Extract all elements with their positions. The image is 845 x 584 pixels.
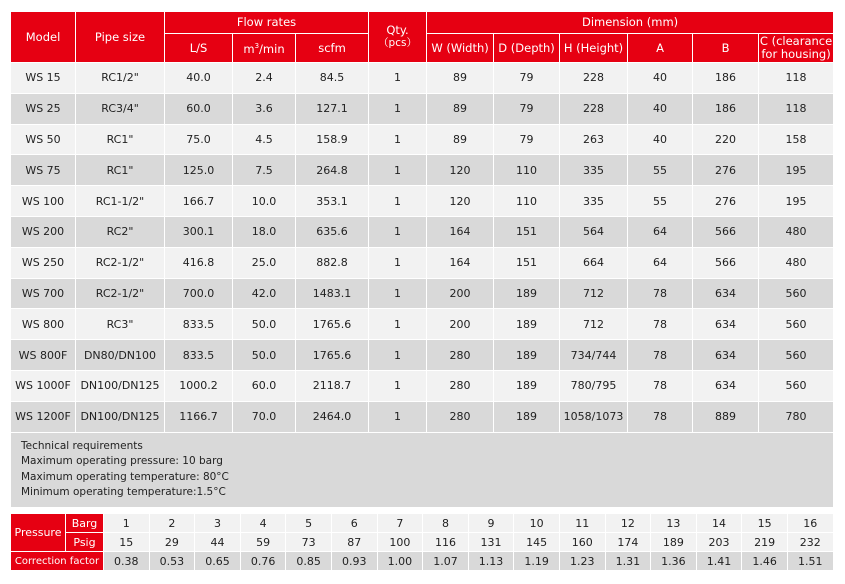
cell-dim-b: 634 [693, 309, 759, 340]
cell-pipe-size: RC1/2" [76, 63, 165, 94]
factor-value: 1.00 [377, 552, 423, 571]
cell-height: 664 [560, 247, 628, 278]
cell-width: 200 [427, 309, 494, 340]
cell-qty: 1 [369, 370, 427, 401]
cell-flow-scfm: 635.6 [296, 216, 369, 247]
cell-dim-a: 64 [628, 247, 693, 278]
barg-value: 2 [149, 514, 195, 533]
cell-flow-m3min: 3.6 [233, 93, 296, 124]
factor-value: 1.23 [559, 552, 605, 571]
cell-pipe-size: DN100/DN125 [76, 370, 165, 401]
cell-flow-scfm: 84.5 [296, 63, 369, 94]
barg-value: 4 [240, 514, 286, 533]
cell-dim-c: 480 [759, 216, 834, 247]
cell-flow-scfm: 1765.6 [296, 340, 369, 371]
table-row [11, 309, 834, 340]
cell-flow-ls: 60.0 [165, 93, 233, 124]
cell-depth: 110 [494, 155, 560, 186]
cell-dim-a: 40 [628, 63, 693, 94]
cell-height: 712 [560, 278, 628, 309]
cell-width: 164 [427, 216, 494, 247]
barg-value: 8 [423, 514, 469, 533]
cell-height: 263 [560, 124, 628, 155]
factor-value: 1.31 [605, 552, 651, 571]
cell-flow-m3min: 50.0 [233, 340, 296, 371]
cell-model: WS 800F [11, 340, 76, 371]
cell-dim-b: 889 [693, 401, 759, 432]
factor-value: 1.13 [468, 552, 514, 571]
cell-dim-a: 78 [628, 401, 693, 432]
factor-value: 1.41 [696, 552, 742, 571]
cell-width: 120 [427, 155, 494, 186]
cell-flow-m3min: 7.5 [233, 155, 296, 186]
cell-height: 1058/1073 [560, 401, 628, 432]
header-model: Model [11, 12, 76, 63]
psig-value: 232 [787, 533, 833, 552]
header-scfm: scfm [296, 34, 369, 63]
table-row [11, 247, 834, 278]
cell-flow-m3min: 50.0 [233, 309, 296, 340]
correction-factor-table [10, 513, 834, 571]
table-row [11, 186, 834, 217]
factor-value: 1.07 [423, 552, 469, 571]
header-m3min-base: m [243, 41, 255, 56]
cell-dim-b: 276 [693, 186, 759, 217]
cell-model: WS 15 [11, 63, 76, 94]
header-pipe-size: Pipe size [76, 12, 165, 63]
cell-flow-ls: 125.0 [165, 155, 233, 186]
cell-height: 564 [560, 216, 628, 247]
cell-flow-ls: 40.0 [165, 63, 233, 94]
cell-qty: 1 [369, 124, 427, 155]
header-a: A [628, 34, 693, 63]
barg-value: 1 [104, 514, 150, 533]
cell-depth: 189 [494, 309, 560, 340]
cell-pipe-size: DN100/DN125 [76, 401, 165, 432]
cell-dim-c: 195 [759, 186, 834, 217]
cell-dim-a: 78 [628, 340, 693, 371]
cell-flow-ls: 1000.2 [165, 370, 233, 401]
cell-dim-b: 186 [693, 93, 759, 124]
barg-value: 7 [377, 514, 423, 533]
cell-model: WS 100 [11, 186, 76, 217]
cell-dim-c: 560 [759, 309, 834, 340]
filter-spec-table [10, 11, 834, 508]
cell-qty: 1 [369, 216, 427, 247]
cell-dim-c: 560 [759, 340, 834, 371]
header-depth: D (Depth) [494, 34, 560, 63]
header-qty [369, 12, 427, 63]
cell-model: WS 200 [11, 216, 76, 247]
psig-value: 87 [331, 533, 377, 552]
cell-width: 280 [427, 370, 494, 401]
pressure-label: Pressure [11, 514, 66, 552]
cell-flow-ls: 166.7 [165, 186, 233, 217]
psig-value: 116 [423, 533, 469, 552]
cell-height: 780/795 [560, 370, 628, 401]
cell-flow-scfm: 1483.1 [296, 278, 369, 309]
factor-value: 1.19 [514, 552, 560, 571]
cell-height: 335 [560, 186, 628, 217]
cell-qty: 1 [369, 278, 427, 309]
cell-depth: 110 [494, 186, 560, 217]
cell-pipe-size: RC2" [76, 216, 165, 247]
header-c-line1: C (clearance [759, 34, 833, 48]
cell-flow-scfm: 2464.0 [296, 401, 369, 432]
table-row [11, 278, 834, 309]
cell-qty: 1 [369, 93, 427, 124]
cell-width: 120 [427, 186, 494, 217]
note-title: Technical requirements [21, 439, 143, 452]
cell-model: WS 1200F [11, 401, 76, 432]
note-min-temperature: Minimum operating temperature:1.5°C [21, 486, 226, 499]
factor-value: 1.51 [787, 552, 833, 571]
cell-flow-m3min: 70.0 [233, 401, 296, 432]
factor-value: 0.93 [331, 552, 377, 571]
cell-qty: 1 [369, 309, 427, 340]
cell-model: WS 700 [11, 278, 76, 309]
cell-flow-ls: 1166.7 [165, 401, 233, 432]
cell-depth: 79 [494, 93, 560, 124]
cell-model: WS 1000F [11, 370, 76, 401]
cell-depth: 189 [494, 340, 560, 371]
cell-model: WS 800 [11, 309, 76, 340]
barg-value: 6 [331, 514, 377, 533]
cell-depth: 189 [494, 401, 560, 432]
table-row [11, 216, 834, 247]
cell-dim-b: 634 [693, 340, 759, 371]
table-row [11, 340, 834, 371]
cell-dim-b: 566 [693, 216, 759, 247]
barg-value: 16 [787, 514, 833, 533]
psig-value: 100 [377, 533, 423, 552]
barg-value: 3 [195, 514, 241, 533]
table-row [11, 124, 834, 155]
psig-value: 73 [286, 533, 332, 552]
barg-value: 14 [696, 514, 742, 533]
cell-depth: 151 [494, 216, 560, 247]
header-qty-line2: （pcs） [378, 37, 417, 49]
cell-qty: 1 [369, 247, 427, 278]
table-row [11, 401, 834, 432]
cell-flow-ls: 833.5 [165, 340, 233, 371]
cell-dim-a: 55 [628, 155, 693, 186]
cell-pipe-size: RC1" [76, 155, 165, 186]
cell-flow-scfm: 2118.7 [296, 370, 369, 401]
cell-width: 280 [427, 340, 494, 371]
cell-model: WS 75 [11, 155, 76, 186]
cell-dim-a: 40 [628, 93, 693, 124]
header-dimension: Dimension (mm) [427, 12, 834, 34]
psig-value: 145 [514, 533, 560, 552]
cell-height: 228 [560, 63, 628, 94]
factor-value: 1.36 [651, 552, 697, 571]
cell-flow-ls: 700.0 [165, 278, 233, 309]
cell-width: 89 [427, 93, 494, 124]
cell-height: 335 [560, 155, 628, 186]
technical-requirements [11, 432, 834, 507]
table-row [11, 93, 834, 124]
cell-flow-scfm: 353.1 [296, 186, 369, 217]
cell-width: 89 [427, 63, 494, 94]
factor-value: 0.65 [195, 552, 241, 571]
cell-flow-m3min: 4.5 [233, 124, 296, 155]
cell-flow-ls: 300.1 [165, 216, 233, 247]
factor-value: 0.38 [104, 552, 150, 571]
cell-depth: 79 [494, 63, 560, 94]
cell-flow-m3min: 18.0 [233, 216, 296, 247]
cell-flow-ls: 416.8 [165, 247, 233, 278]
psig-value: 219 [742, 533, 788, 552]
barg-value: 12 [605, 514, 651, 533]
cell-flow-m3min: 60.0 [233, 370, 296, 401]
cell-dim-a: 78 [628, 278, 693, 309]
cell-model: WS 50 [11, 124, 76, 155]
factor-value: 0.85 [286, 552, 332, 571]
header-c [759, 34, 834, 63]
cell-qty: 1 [369, 401, 427, 432]
cell-dim-a: 78 [628, 370, 693, 401]
barg-value: 9 [468, 514, 514, 533]
cell-dim-c: 118 [759, 63, 834, 94]
cell-flow-m3min: 10.0 [233, 186, 296, 217]
cell-qty: 1 [369, 63, 427, 94]
cell-height: 228 [560, 93, 628, 124]
psig-value: 44 [195, 533, 241, 552]
cell-model: WS 25 [11, 93, 76, 124]
factor-value: 0.76 [240, 552, 286, 571]
cell-flow-m3min: 2.4 [233, 63, 296, 94]
cell-flow-m3min: 42.0 [233, 278, 296, 309]
psig-value: 160 [559, 533, 605, 552]
cell-dim-a: 64 [628, 216, 693, 247]
cell-pipe-size: DN80/DN100 [76, 340, 165, 371]
cell-pipe-size: RC1-1/2" [76, 186, 165, 217]
barg-value: 13 [651, 514, 697, 533]
header-c-line2: for housing) [761, 47, 831, 61]
barg-value: 10 [514, 514, 560, 533]
cell-dim-b: 566 [693, 247, 759, 278]
psig-value: 15 [104, 533, 150, 552]
psig-value: 203 [696, 533, 742, 552]
barg-label: Barg [66, 514, 104, 533]
cell-pipe-size: RC3/4" [76, 93, 165, 124]
table-row [11, 63, 834, 94]
cell-qty: 1 [369, 155, 427, 186]
cell-flow-m3min: 25.0 [233, 247, 296, 278]
cell-flow-scfm: 264.8 [296, 155, 369, 186]
cell-pipe-size: RC2-1/2" [76, 278, 165, 309]
psig-value: 131 [468, 533, 514, 552]
cell-dim-c: 780 [759, 401, 834, 432]
cell-width: 280 [427, 401, 494, 432]
header-m3min-rest: /min [259, 41, 285, 56]
cell-dim-a: 78 [628, 309, 693, 340]
psig-value: 59 [240, 533, 286, 552]
cell-dim-c: 560 [759, 278, 834, 309]
cell-pipe-size: RC3" [76, 309, 165, 340]
cell-width: 164 [427, 247, 494, 278]
table-row [11, 370, 834, 401]
correction-factor-label: Correction factor [11, 552, 104, 571]
header-qty-line1: Qty. [386, 23, 409, 37]
psig-label: Psig [66, 533, 104, 552]
note-max-pressure: Maximum operating pressure: 10 barg [21, 455, 223, 468]
header-flow-rates: Flow rates [165, 12, 369, 34]
header-ls: L/S [165, 34, 233, 63]
table-row [11, 155, 834, 186]
cell-dim-c: 195 [759, 155, 834, 186]
psig-value: 189 [651, 533, 697, 552]
note-max-temperature: Maximum operating temperature: 80°C [21, 470, 229, 483]
cell-depth: 189 [494, 370, 560, 401]
barg-value: 5 [286, 514, 332, 533]
cell-depth: 79 [494, 124, 560, 155]
cell-height: 734/744 [560, 340, 628, 371]
cell-flow-scfm: 1765.6 [296, 309, 369, 340]
barg-value: 11 [559, 514, 605, 533]
cell-model: WS 250 [11, 247, 76, 278]
cell-depth: 189 [494, 278, 560, 309]
factor-value: 1.46 [742, 552, 788, 571]
cell-dim-c: 560 [759, 370, 834, 401]
cell-flow-ls: 833.5 [165, 309, 233, 340]
cell-qty: 1 [369, 186, 427, 217]
cell-height: 712 [560, 309, 628, 340]
header-b: B [693, 34, 759, 63]
header-m3min [233, 34, 296, 63]
cell-dim-c: 158 [759, 124, 834, 155]
cell-pipe-size: RC1" [76, 124, 165, 155]
cell-pipe-size: RC2-1/2" [76, 247, 165, 278]
cell-flow-scfm: 127.1 [296, 93, 369, 124]
cell-dim-b: 220 [693, 124, 759, 155]
cell-qty: 1 [369, 340, 427, 371]
cell-dim-c: 480 [759, 247, 834, 278]
cell-dim-a: 40 [628, 124, 693, 155]
psig-value: 174 [605, 533, 651, 552]
cell-width: 200 [427, 278, 494, 309]
cell-width: 89 [427, 124, 494, 155]
cell-dim-a: 55 [628, 186, 693, 217]
header-m3min-sup: 3 [254, 42, 260, 51]
cell-depth: 151 [494, 247, 560, 278]
header-height: H (Height) [560, 34, 628, 63]
cell-dim-b: 634 [693, 278, 759, 309]
cell-dim-b: 276 [693, 155, 759, 186]
cell-flow-ls: 75.0 [165, 124, 233, 155]
barg-value: 15 [742, 514, 788, 533]
cell-dim-b: 634 [693, 370, 759, 401]
cell-dim-c: 118 [759, 93, 834, 124]
header-width: W (Width) [427, 34, 494, 63]
psig-value: 29 [149, 533, 195, 552]
cell-flow-scfm: 158.9 [296, 124, 369, 155]
cell-dim-b: 186 [693, 63, 759, 94]
cell-flow-scfm: 882.8 [296, 247, 369, 278]
factor-value: 0.53 [149, 552, 195, 571]
